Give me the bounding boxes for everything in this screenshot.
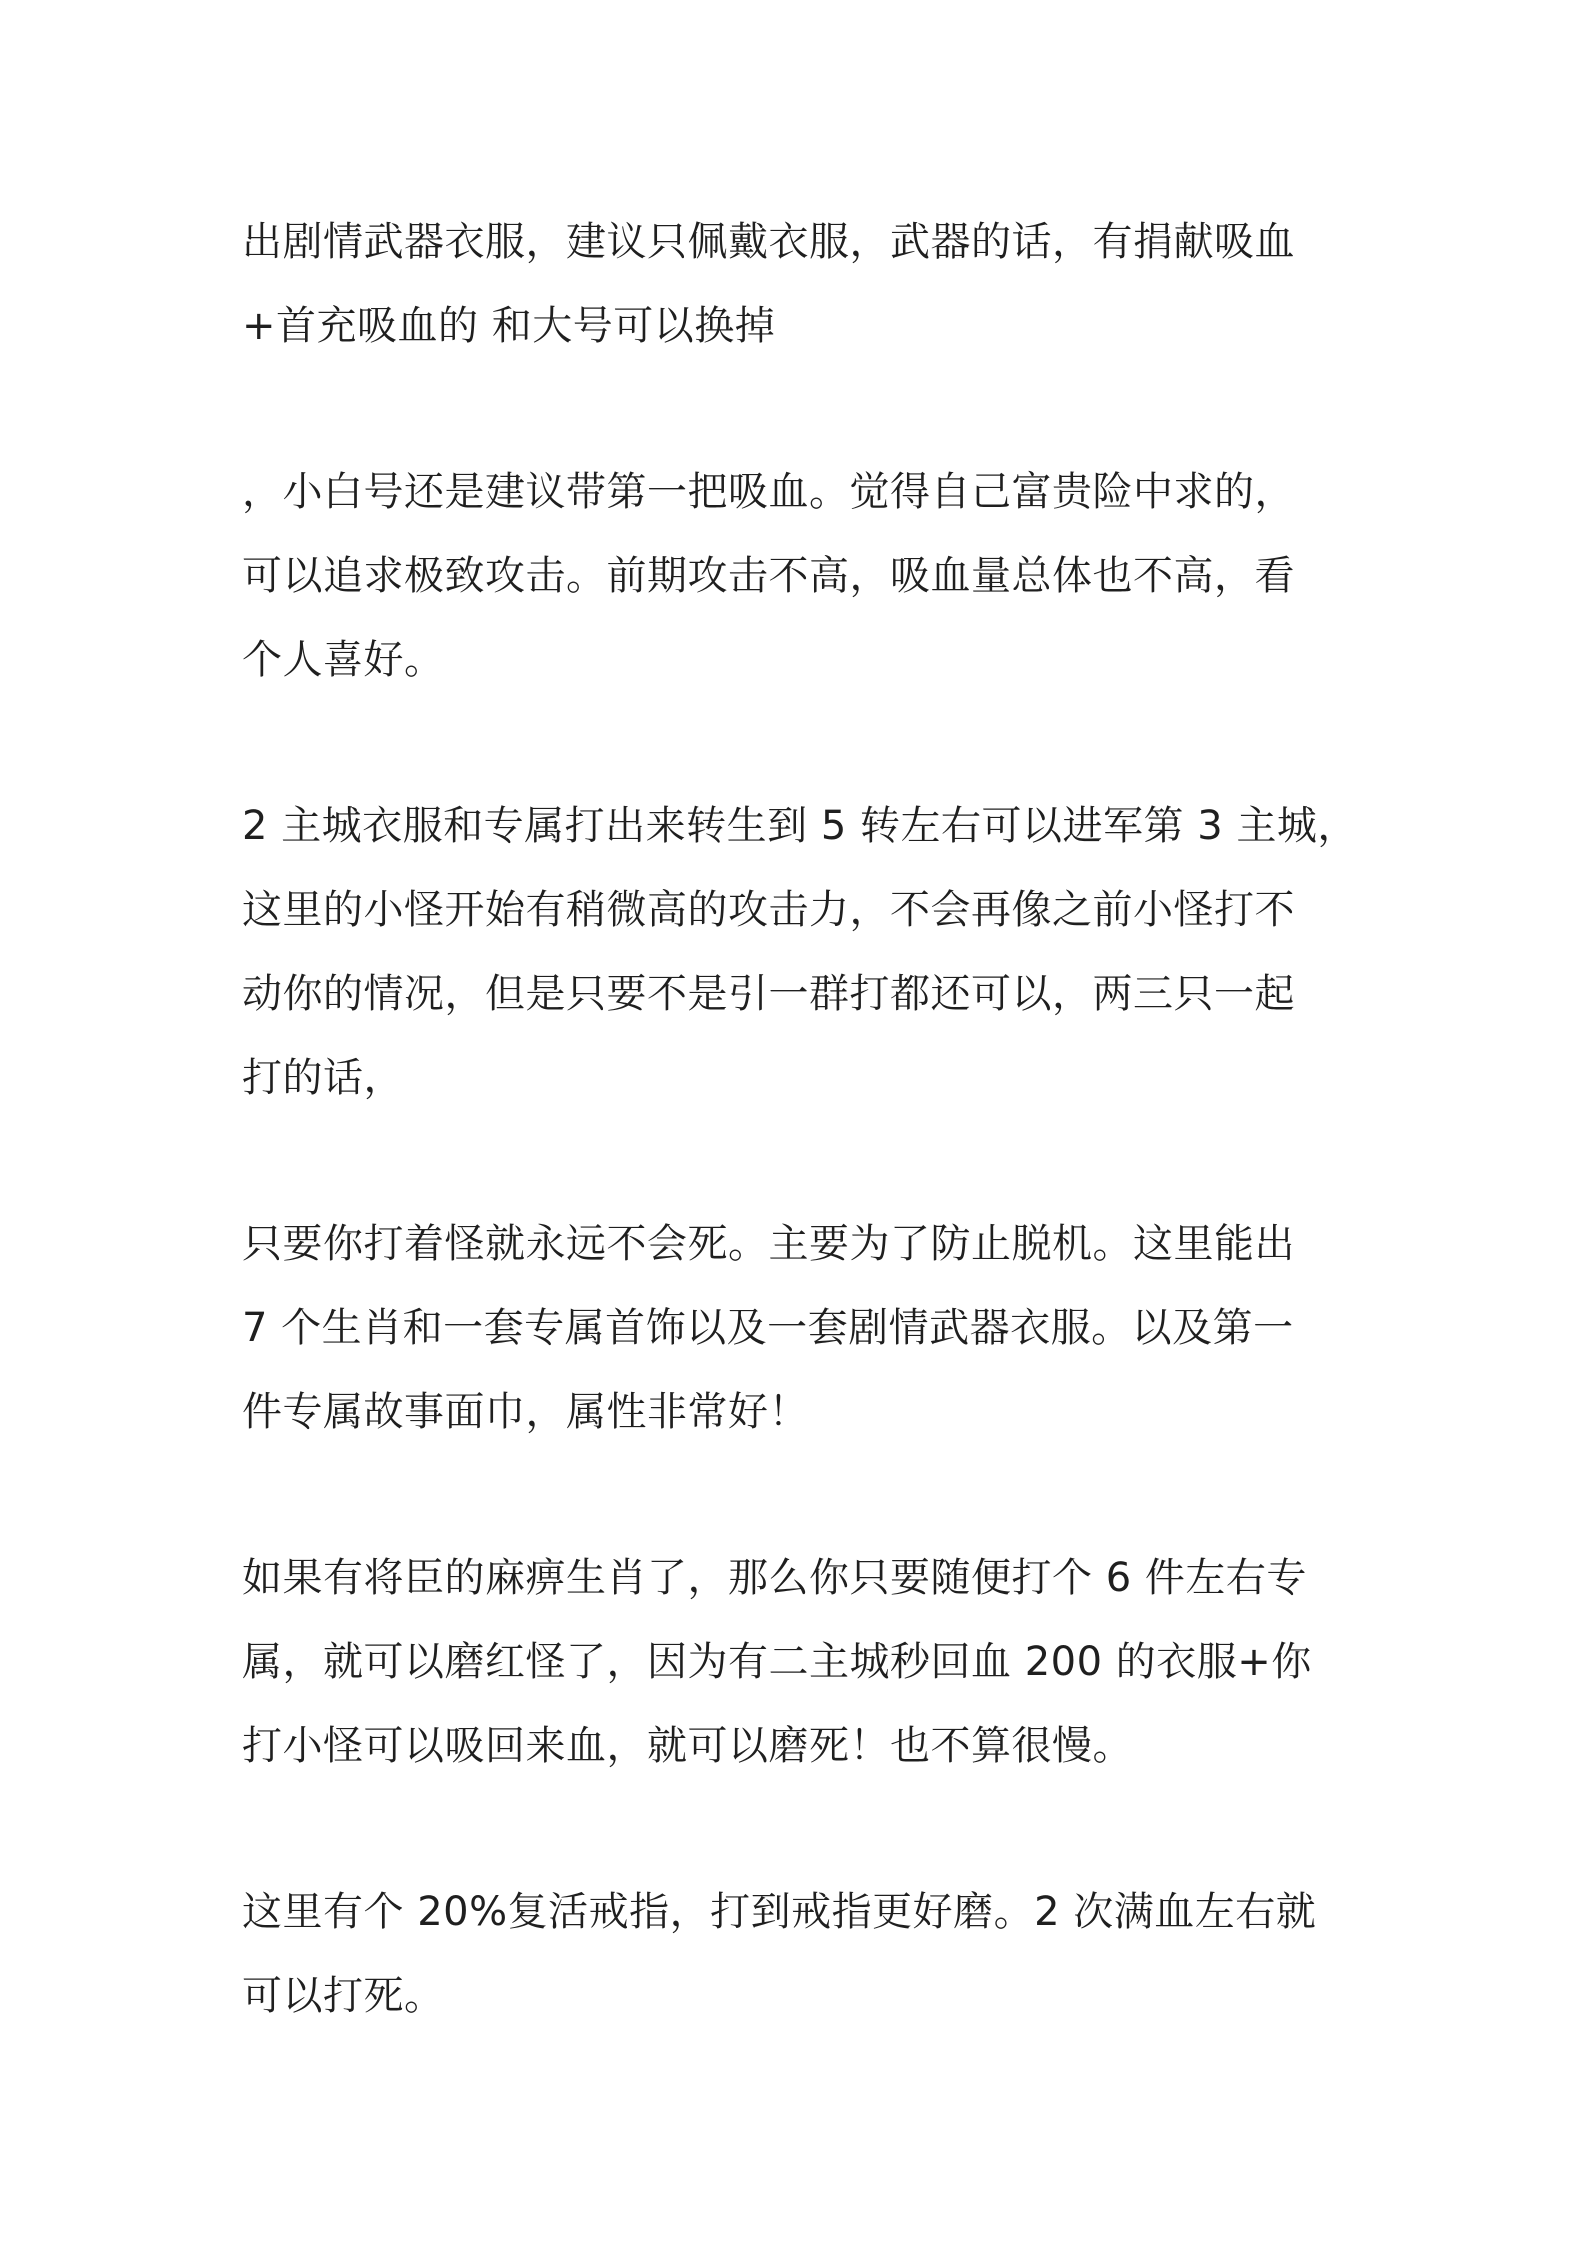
text-line: 动你的情况，但是只要不是引一群打都还可以，两三只一起 (242, 971, 1295, 1017)
text-line: 件专属故事面巾，属性非常好！ (242, 1389, 809, 1435)
paragraph-6 (242, 1870, 1357, 2038)
paragraph-spacer (242, 1454, 1357, 1536)
text-line: 打的话， (242, 1055, 404, 1101)
text-line: 如果有将臣的麻痹生肖了，那么你只要随便打个 6 件左右专 (242, 1555, 1307, 1601)
text-line: 打小怪可以吸回来血，就可以磨死！也不算很慢。 (242, 1723, 1133, 1769)
paragraph-spacer (242, 368, 1357, 450)
text-line: 出剧情武器衣服，建议只佩戴衣服，武器的话，有捐献吸血 (242, 219, 1295, 265)
paragraph-2 (242, 450, 1357, 702)
document-body (242, 200, 1357, 2038)
text-line: 2 主城衣服和专属打出来转生到 5 转左右可以进军第 3 主城， (242, 803, 1358, 849)
paragraph-spacer (242, 702, 1357, 784)
paragraph-1 (242, 200, 1357, 368)
text-line: 7 个生肖和一套专属首饰以及一套剧情武器衣服。以及第一 (242, 1305, 1294, 1351)
paragraph-3 (242, 784, 1357, 1120)
text-line: 这里有个 20%复活戒指，打到戒指更好磨。2 次满血左右就 (242, 1889, 1317, 1935)
text-line: 只要你打着怪就永远不会死。主要为了防止脱机。这里能出 (242, 1221, 1295, 1267)
paragraph-spacer (242, 1120, 1357, 1202)
text-line: 这里的小怪开始有稍微高的攻击力，不会再像之前小怪打不 (242, 887, 1295, 933)
paragraph-4 (242, 1202, 1357, 1454)
text-line: 个人喜好。 (242, 637, 445, 683)
text-line: +首充吸血的 和大号可以换掉 (242, 303, 776, 349)
text-line: 可以追求极致攻击。前期攻击不高，吸血量总体也不高，看 (242, 553, 1295, 599)
text-line: 可以打死。 (242, 1973, 445, 2019)
paragraph-spacer (242, 1788, 1357, 1870)
text-line: ，小白号还是建议带第一把吸血。觉得自己富贵险中求的， (242, 469, 1295, 515)
text-line: 属，就可以磨红怪了，因为有二主城秒回血 200 的衣服+你 (242, 1639, 1312, 1685)
paragraph-5 (242, 1536, 1357, 1788)
